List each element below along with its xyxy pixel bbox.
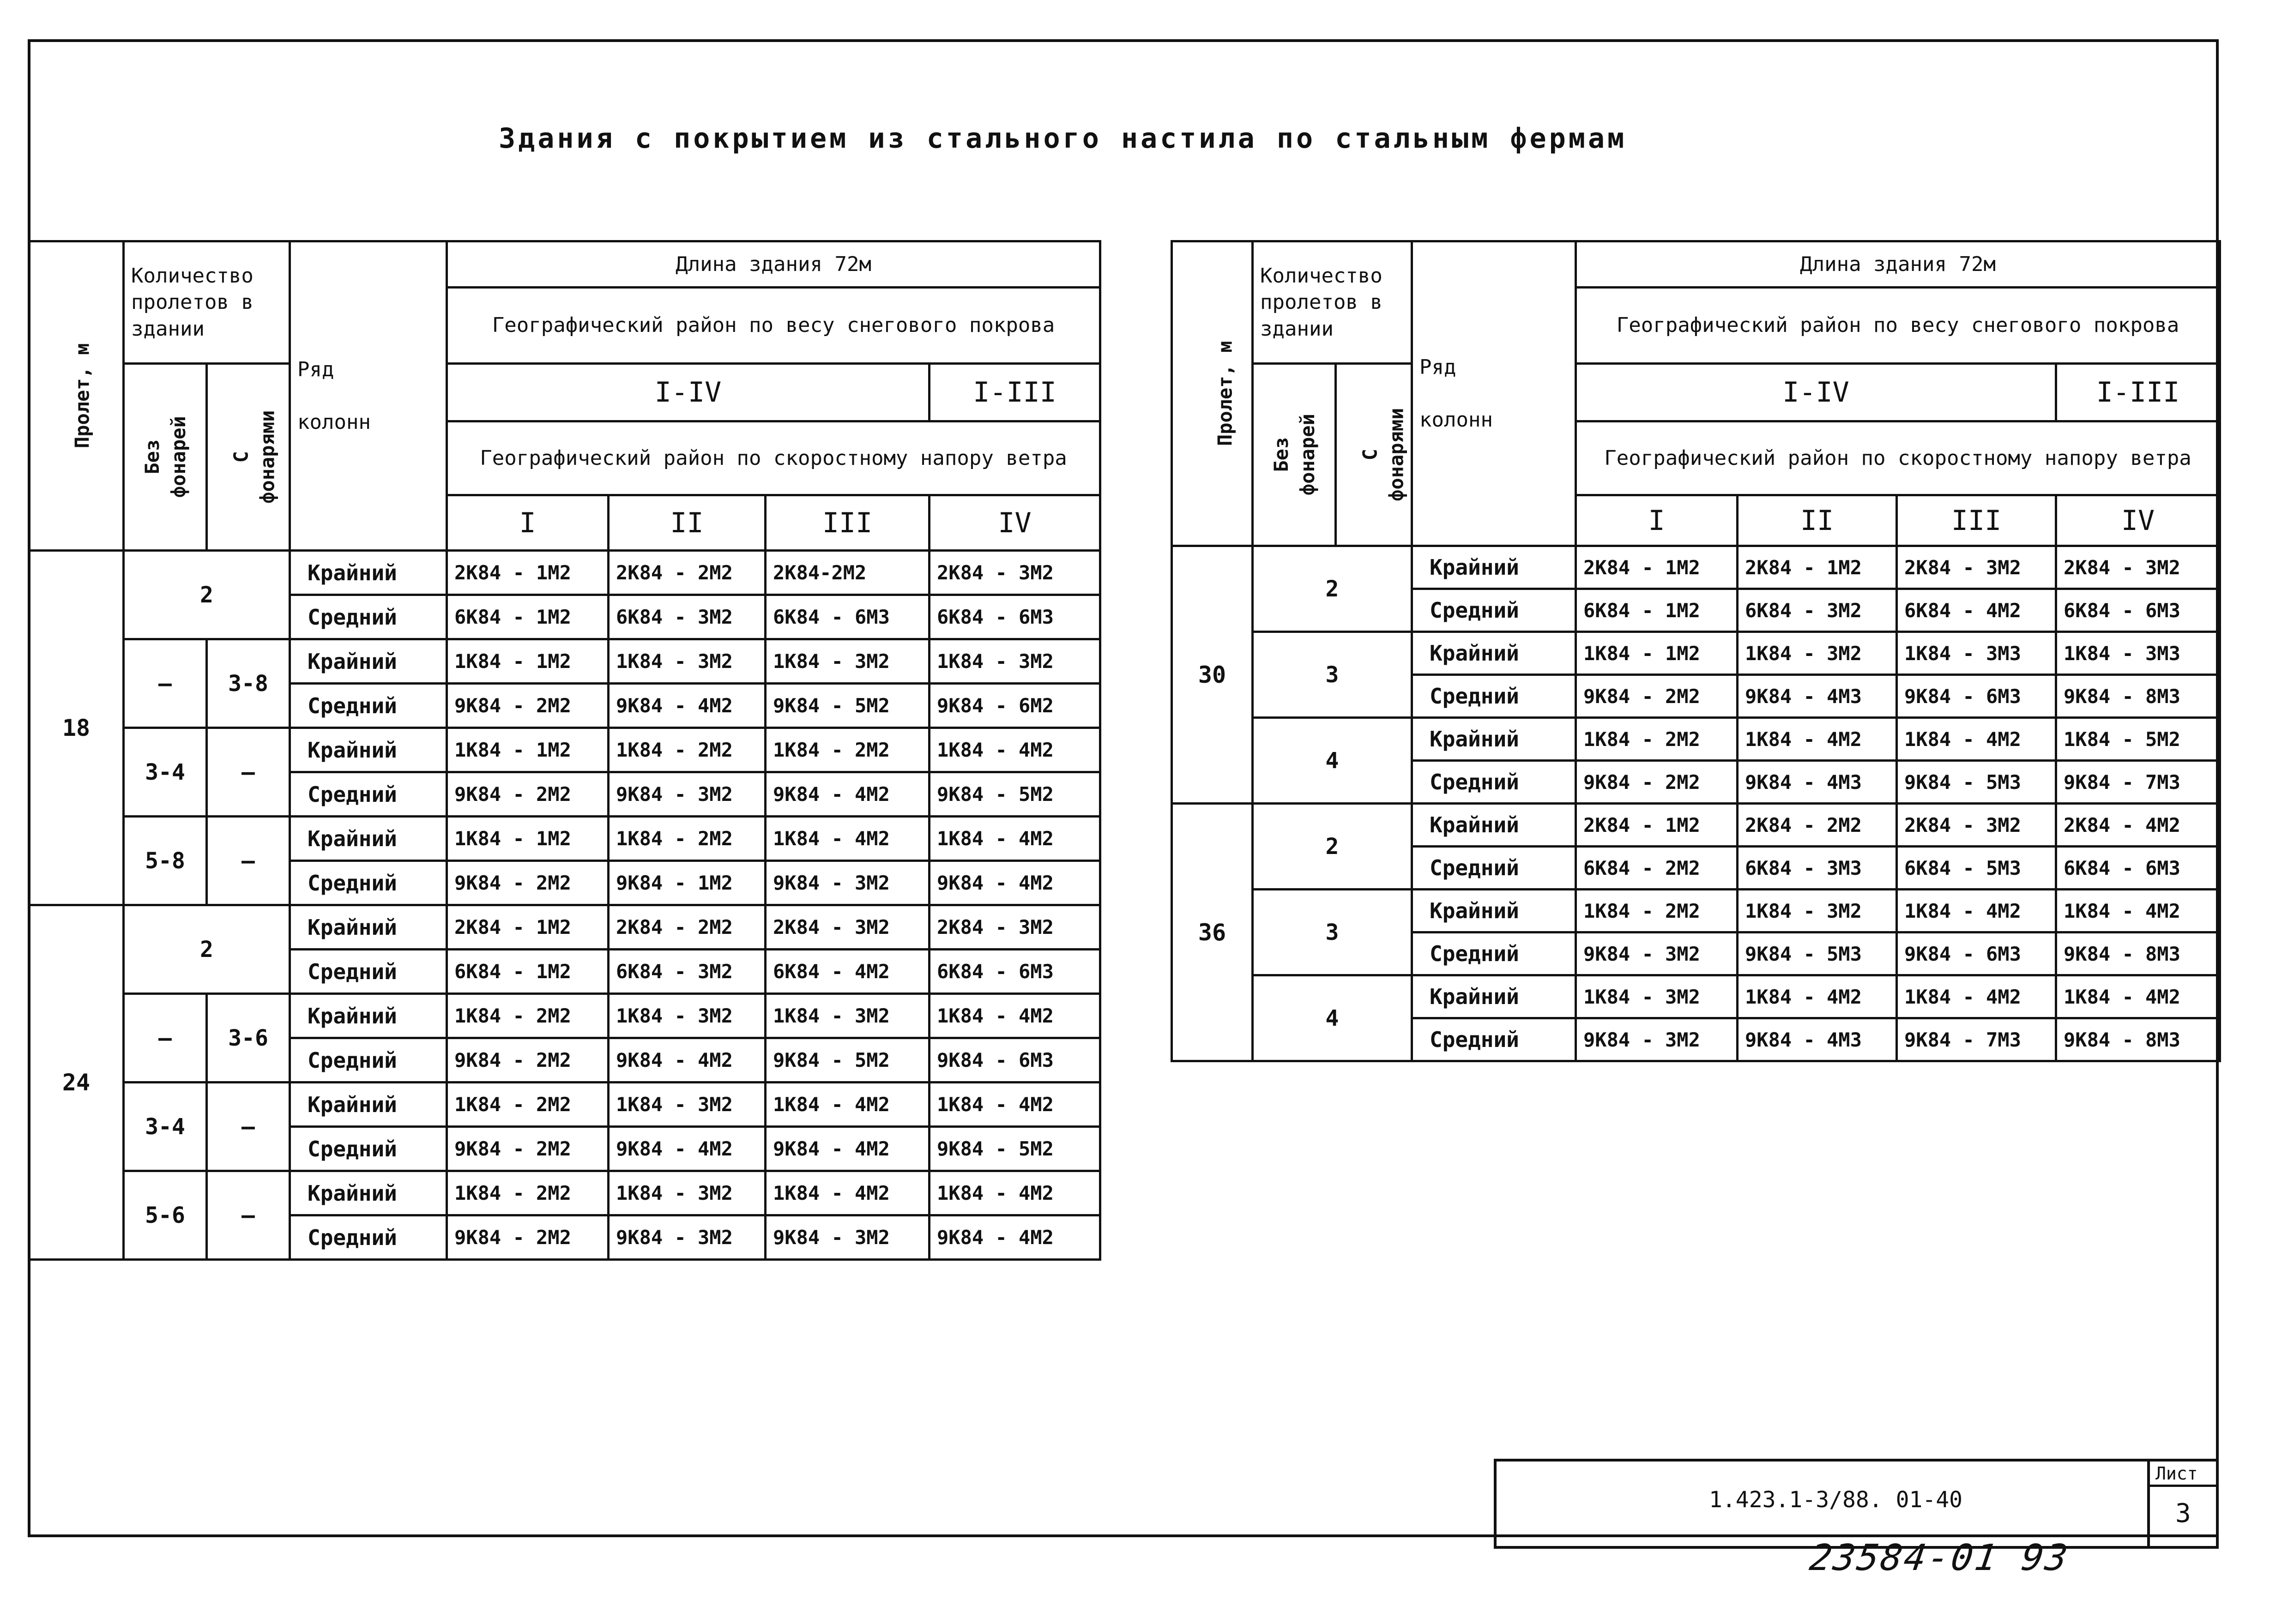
no-lanterns-count: 5-6	[124, 1171, 207, 1260]
column-mark-cell: 1К84 - 4М2	[766, 817, 930, 861]
column-mark-cell: 9К84 - 7М3	[1897, 1018, 2056, 1061]
column-row-type: Средний	[290, 861, 447, 905]
span-count-header: Количество пролетов в здании	[124, 241, 290, 364]
column-row-header	[290, 241, 447, 551]
wind-region-header: Географический район по скоростному напору ветра	[447, 421, 1100, 495]
table-row	[29, 1083, 1100, 1127]
column-mark-cell: 1К84 - 1М2	[447, 817, 609, 861]
column-mark-cell: 1К84 - 2М2	[447, 1083, 609, 1127]
column-row-type: Крайний	[290, 817, 447, 861]
column-mark-cell: 9К84 - 8М3	[2056, 932, 2220, 975]
span-value: 36	[1172, 804, 1253, 1061]
no-lanterns-label-2: фонарей	[1296, 414, 1319, 496]
column-row-type: Крайний	[1412, 546, 1576, 589]
column-mark-cell: 9К84 - 4М2	[766, 772, 930, 817]
column-mark-cell: 2К84 - 3М2	[930, 551, 1100, 595]
no-lanterns-count: 3-4	[124, 728, 207, 817]
no-lanterns-label-2: фонарей	[167, 416, 190, 498]
building-length-header: Длина здания 72м	[1576, 241, 2220, 288]
column-row-type: Средний	[290, 595, 447, 639]
table-row	[1172, 890, 2220, 932]
column-row-type: Крайний	[290, 1171, 447, 1215]
column-row-type: Средний	[290, 950, 447, 994]
span-count-value: 3	[1253, 632, 1412, 718]
column-mark-cell: 1К84 - 4М2	[1897, 975, 2056, 1018]
column-mark-cell: 9К84 - 4М2	[609, 684, 766, 728]
wind-col-II: II	[1738, 495, 1897, 546]
column-mark-cell: 9К84 - 4М2	[609, 1038, 766, 1083]
column-row-type: Средний	[290, 1215, 447, 1260]
column-mark-cell: 9К84 - 2М2	[447, 684, 609, 728]
column-mark-cell: 9К84 - 8М3	[2056, 675, 2220, 718]
no-lanterns-count: —	[124, 994, 207, 1083]
column-mark-cell: 1К84 - 3М2	[766, 994, 930, 1038]
snow-I-III-header: I-III	[930, 364, 1100, 421]
with-lanterns-count: —	[207, 1171, 290, 1260]
column-mark-cell: 6К84 - 1М2	[1576, 589, 1738, 632]
wind-col-II: II	[609, 495, 766, 551]
wind-col-IV: IV	[2056, 495, 2220, 546]
sheet-box	[2147, 1459, 2219, 1549]
column-mark-cell: 9К84 - 2М2	[447, 1215, 609, 1260]
span-count-value: 2	[1253, 546, 1412, 632]
column-mark-cell: 1К84 - 4М2	[2056, 890, 2220, 932]
column-mark-cell: 9К84 - 3М2	[766, 1215, 930, 1260]
table-row	[1172, 632, 2220, 675]
table-row	[1172, 975, 2220, 1018]
column-row-type: Крайний	[290, 551, 447, 595]
column-mark-cell: 9К84 - 6М3	[1897, 675, 2056, 718]
snow-region-header: Географический район по весу снегового покрова	[447, 288, 1100, 364]
column-row-label-1: Ряд	[1419, 355, 1456, 379]
snow-I-III-header: I-III	[2056, 364, 2220, 421]
column-mark-cell: 1К84 - 3М2	[766, 639, 930, 684]
column-mark-cell: 1К84 - 2М2	[766, 728, 930, 772]
column-mark-cell: 9К84 - 3М2	[609, 772, 766, 817]
header-span-cell	[29, 241, 124, 551]
column-mark-cell: 9К84 - 6М3	[1897, 932, 2056, 975]
column-mark-cell: 1К84 - 1М2	[447, 728, 609, 772]
column-mark-cell: 2К84 - 1М2	[1576, 546, 1738, 589]
column-mark-cell: 9К84 - 1М2	[609, 861, 766, 905]
column-mark-cell: 1К84 - 4М2	[930, 1171, 1100, 1215]
with-lanterns-count: 3-6	[207, 994, 290, 1083]
span-header: Пролет, м	[71, 343, 94, 449]
column-row-type: Крайний	[1412, 718, 1576, 761]
column-row-type: Крайний	[290, 639, 447, 684]
with-lanterns-label-1: С	[229, 451, 253, 463]
column-mark-cell: 2К84 - 2М2	[609, 905, 766, 950]
table-body	[29, 241, 1100, 1260]
header-span-cell	[1172, 241, 1253, 546]
no-lanterns-header	[124, 364, 207, 551]
column-mark-cell: 6К84 - 5М3	[1897, 847, 2056, 890]
column-mark-cell: 2К84 - 3М2	[1897, 804, 2056, 847]
span-count-value: 2	[124, 551, 290, 639]
column-mark-cell: 9К84 - 5М3	[1738, 932, 1897, 975]
spec-table-right	[1171, 240, 2221, 1062]
column-mark-cell: 6К84 - 1М2	[447, 950, 609, 994]
sheet-number: 3	[2175, 1498, 2191, 1528]
wind-col-I: I	[1576, 495, 1738, 546]
column-mark-cell: 2К84 - 3М2	[2056, 546, 2220, 589]
column-mark-cell: 9К84 - 3М2	[1576, 932, 1738, 975]
snow-region-header: Географический район по весу снегового покрова	[1576, 288, 2220, 364]
column-mark-cell: 9К84 - 3М2	[766, 861, 930, 905]
column-mark-cell: 1К84 - 3М2	[1576, 975, 1738, 1018]
column-row-type: Крайний	[1412, 632, 1576, 675]
sheet-label: Лист	[2155, 1463, 2198, 1484]
column-mark-cell: 1К84 - 4М2	[930, 728, 1100, 772]
column-mark-cell: 1К84 - 2М2	[609, 817, 766, 861]
column-row-type: Средний	[290, 1038, 447, 1083]
table-row	[29, 994, 1100, 1038]
column-mark-cell: 1К84 - 2М2	[447, 1171, 609, 1215]
column-mark-cell: 2К84 - 3М2	[930, 905, 1100, 950]
column-mark-cell: 6К84 - 3М3	[1738, 847, 1897, 890]
column-row-type: Средний	[290, 772, 447, 817]
span-count-header: Количество пролетов в здании	[1253, 241, 1412, 364]
with-lanterns-count: —	[207, 728, 290, 817]
column-mark-cell: 9К84 - 3М2	[609, 1215, 766, 1260]
column-mark-cell: 1К84 - 4М2	[1897, 718, 2056, 761]
column-mark-cell: 1К84 - 3М2	[1738, 632, 1897, 675]
column-mark-cell: 2К84 - 1М2	[447, 905, 609, 950]
table-row	[29, 639, 1100, 684]
column-mark-cell: 1К84 - 4М2	[766, 1171, 930, 1215]
column-mark-cell: 1К84 - 3М2	[930, 639, 1100, 684]
column-mark-cell: 2К84 - 3М2	[1897, 546, 2056, 589]
column-mark-cell: 1К84 - 3М2	[1738, 890, 1897, 932]
spec-table-left	[28, 240, 1101, 1261]
column-mark-cell: 9К84 - 4М2	[609, 1127, 766, 1171]
with-lanterns-header	[207, 364, 290, 551]
column-mark-cell: 1К84 - 5М2	[2056, 718, 2220, 761]
wind-col-III: III	[766, 495, 930, 551]
column-row-type: Средний	[1412, 932, 1576, 975]
column-mark-cell: 1К84 - 1М2	[1576, 632, 1738, 675]
sheet-divider	[2150, 1485, 2216, 1487]
column-mark-cell: 6К84 - 1М2	[447, 595, 609, 639]
table-row	[29, 817, 1100, 861]
column-mark-cell: 1К84 - 4М2	[1738, 718, 1897, 761]
column-mark-cell: 2К84 - 2М2	[1738, 804, 1897, 847]
column-row-header	[1412, 241, 1576, 546]
column-mark-cell: 9К84 - 4М3	[1738, 761, 1897, 804]
column-mark-cell: 2К84-2М2	[766, 551, 930, 595]
column-row-type: Крайний	[290, 1083, 447, 1127]
span-value: 30	[1172, 546, 1253, 804]
column-mark-cell: 9К84 - 5М3	[1897, 761, 2056, 804]
table-row	[29, 551, 1100, 595]
column-mark-cell: 2К84 - 1М2	[447, 551, 609, 595]
span-count-value: 2	[1253, 804, 1412, 890]
column-row-type: Крайний	[290, 994, 447, 1038]
column-mark-cell: 1К84 - 3М2	[609, 1083, 766, 1127]
span-count-value: 4	[1253, 975, 1412, 1061]
column-mark-cell: 9К84 - 4М2	[930, 1215, 1100, 1260]
span-value: 18	[29, 551, 124, 905]
no-lanterns-count: —	[124, 639, 207, 728]
with-lanterns-count: —	[207, 817, 290, 905]
no-lanterns-header	[1253, 364, 1336, 546]
column-mark-cell: 6К84 - 3М2	[1738, 589, 1897, 632]
column-mark-cell: 1К84 - 4М2	[766, 1083, 930, 1127]
table-row	[29, 905, 1100, 950]
table-body	[1172, 241, 2220, 1061]
column-mark-cell: 6К84 - 6М3	[2056, 847, 2220, 890]
column-row-label-1: Ряд	[297, 357, 334, 381]
column-mark-cell: 6К84 - 6М3	[930, 950, 1100, 994]
column-row-type: Средний	[1412, 1018, 1576, 1061]
column-mark-cell: 1К84 - 4М2	[1738, 975, 1897, 1018]
column-mark-cell: 9К84 - 6М3	[930, 1038, 1100, 1083]
column-mark-cell: 9К84 - 2М2	[447, 1038, 609, 1083]
column-mark-cell: 9К84 - 4М2	[930, 861, 1100, 905]
no-lanterns-count: 3-4	[124, 1083, 207, 1171]
column-mark-cell: 1К84 - 4М2	[2056, 975, 2220, 1018]
span-count-value: 4	[1253, 718, 1412, 804]
table-row	[1172, 546, 2220, 589]
wind-col-IV: IV	[930, 495, 1100, 551]
with-lanterns-header	[1336, 364, 1412, 546]
column-mark-cell: 1К84 - 4М2	[1897, 890, 2056, 932]
column-mark-cell: 6К84 - 4М2	[1897, 589, 2056, 632]
no-lanterns-count: 5-8	[124, 817, 207, 905]
column-mark-cell: 9К84 - 7М3	[2056, 761, 2220, 804]
column-mark-cell: 9К84 - 2М2	[1576, 761, 1738, 804]
page-title: Здания с покрытием из стального настила по стальным фермам	[499, 122, 1627, 155]
column-mark-cell: 9К84 - 3М2	[1576, 1018, 1738, 1061]
column-mark-cell: 6К84 - 6М3	[2056, 589, 2220, 632]
column-row-label-2: колонн	[1419, 408, 1493, 432]
table-row	[1172, 804, 2220, 847]
column-mark-cell: 2К84 - 2М2	[609, 551, 766, 595]
column-row-type: Крайний	[1412, 890, 1576, 932]
column-mark-cell: 9К84 - 4М2	[766, 1127, 930, 1171]
with-lanterns-label-2: фонарями	[1385, 408, 1408, 502]
column-row-type: Крайний	[290, 728, 447, 772]
column-mark-cell: 9К84 - 8М3	[2056, 1018, 2220, 1061]
column-mark-cell: 1К84 - 3М2	[609, 1171, 766, 1215]
wind-region-header: Географический район по скоростному напору ветра	[1576, 421, 2220, 495]
column-mark-cell: 9К84 - 4М3	[1738, 675, 1897, 718]
snow-I-IV-header: I-IV	[447, 364, 930, 421]
building-length-header: Длина здания 72м	[447, 241, 1100, 288]
table-row	[29, 728, 1100, 772]
with-lanterns-count: 3-8	[207, 639, 290, 728]
column-row-type: Средний	[290, 1127, 447, 1171]
snow-I-IV-header: I-IV	[1576, 364, 2056, 421]
column-mark-cell: 2К84 - 3М2	[766, 905, 930, 950]
column-row-type: Крайний	[1412, 975, 1576, 1018]
column-mark-cell: 9К84 - 6М2	[930, 684, 1100, 728]
column-row-type: Средний	[1412, 675, 1576, 718]
column-row-type: Крайний	[290, 905, 447, 950]
column-mark-cell: 9К84 - 2М2	[447, 772, 609, 817]
column-mark-cell: 1К84 - 1М2	[447, 639, 609, 684]
column-mark-cell: 2К84 - 4М2	[2056, 804, 2220, 847]
handwritten-inventory-number: 23584-01 93	[1807, 1537, 2072, 1579]
column-mark-cell: 1К84 - 4М2	[930, 817, 1100, 861]
column-mark-cell: 9К84 - 2М2	[1576, 675, 1738, 718]
column-mark-cell: 9К84 - 4М3	[1738, 1018, 1897, 1061]
column-mark-cell: 1К84 - 3М2	[609, 639, 766, 684]
column-mark-cell: 6К84 - 3М2	[609, 950, 766, 994]
column-row-type: Средний	[1412, 761, 1576, 804]
wind-col-III: III	[1897, 495, 2056, 546]
with-lanterns-label-2: фонарями	[256, 410, 279, 504]
column-row-type: Крайний	[1412, 804, 1576, 847]
column-mark-cell: 9К84 - 2М2	[447, 1127, 609, 1171]
span-value: 24	[29, 905, 124, 1260]
no-lanterns-label-1: Без	[1269, 437, 1292, 472]
with-lanterns-count: —	[207, 1083, 290, 1171]
table-row	[1172, 718, 2220, 761]
column-mark-cell: 6К84 - 4М2	[766, 950, 930, 994]
column-mark-cell: 1К84 - 3М3	[1897, 632, 2056, 675]
table-row	[29, 1171, 1100, 1215]
column-mark-cell: 9К84 - 2М2	[447, 861, 609, 905]
wind-col-I: I	[447, 495, 609, 551]
column-row-type: Средний	[1412, 589, 1576, 632]
column-mark-cell: 9К84 - 5М2	[930, 1127, 1100, 1171]
column-mark-cell: 1К84 - 3М2	[609, 994, 766, 1038]
title-block	[1494, 1459, 2219, 1549]
column-mark-cell: 9К84 - 5М2	[930, 772, 1100, 817]
column-mark-cell: 9К84 - 5М2	[766, 1038, 930, 1083]
column-mark-cell: 6К84 - 6М3	[930, 595, 1100, 639]
column-mark-cell: 2К84 - 1М2	[1738, 546, 1897, 589]
column-row-label-2: колонн	[297, 410, 371, 434]
column-mark-cell: 1К84 - 2М2	[609, 728, 766, 772]
span-count-value: 3	[1253, 890, 1412, 975]
span-header: Пролет, м	[1213, 341, 1237, 446]
no-lanterns-label-1: Без	[140, 439, 163, 475]
column-row-type: Средний	[1412, 847, 1576, 890]
with-lanterns-label-1: С	[1358, 449, 1382, 461]
column-mark-cell: 1К84 - 2М2	[447, 994, 609, 1038]
column-mark-cell: 2К84 - 1М2	[1576, 804, 1738, 847]
column-row-type: Средний	[290, 684, 447, 728]
column-mark-cell: 1К84 - 4М2	[930, 994, 1100, 1038]
column-mark-cell: 1К84 - 3М3	[2056, 632, 2220, 675]
column-mark-cell: 6К84 - 3М2	[609, 595, 766, 639]
column-mark-cell: 1К84 - 2М2	[1576, 718, 1738, 761]
column-mark-cell: 1К84 - 4М2	[930, 1083, 1100, 1127]
column-mark-cell: 6К84 - 6М3	[766, 595, 930, 639]
column-mark-cell: 1К84 - 2М2	[1576, 890, 1738, 932]
span-count-value: 2	[124, 905, 290, 994]
column-mark-cell: 9К84 - 5М2	[766, 684, 930, 728]
column-mark-cell: 6К84 - 2М2	[1576, 847, 1738, 890]
document-code: 1.423.1-3/88. 01-40	[1709, 1487, 1963, 1513]
